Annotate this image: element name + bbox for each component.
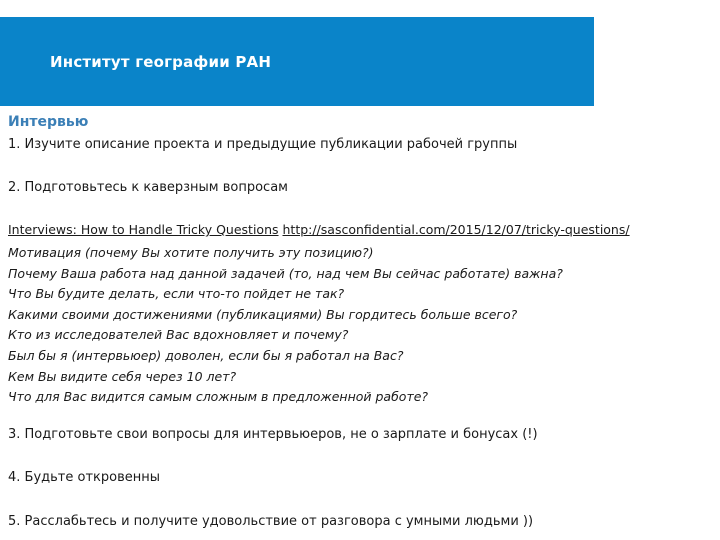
list-item-study-project: 1. Изучите описание проекта и предыдущие публикации рабочей группы xyxy=(8,137,518,152)
list-item-be-honest: 4. Будьте откровенны xyxy=(8,470,161,485)
question-item: Что для Вас видится самым сложным в предложенной работе? xyxy=(8,389,429,405)
list-item-prepare-own-questions: 3. Подготовьте свои вопросы для интервьюеров, не о зарплате и бонусах (!) xyxy=(8,427,538,442)
reference-url-link[interactable]: http://sasconfidential.com/2015/12/07/tricky-questions/ xyxy=(282,222,630,237)
page-title: Институт географии РАН xyxy=(50,53,272,71)
section-title: Интервью xyxy=(8,114,89,130)
reference-line xyxy=(8,222,630,237)
tricky-questions-list xyxy=(8,243,563,408)
reference-title-link[interactable]: Interviews: How to Handle Tricky Questions xyxy=(8,222,279,237)
question-item: Кем Вы видите себя через 10 лет? xyxy=(8,368,237,384)
question-item: Кто из исследователей Вас вдохновляет и почему? xyxy=(8,327,349,343)
question-item: Какими своими достижениями (публикациями) Вы гордитесь больше всего? xyxy=(8,306,518,322)
list-item-relax: 5. Расслабьтесь и получите удовольствие от разговора с умными людьми )) xyxy=(8,514,534,529)
list-item-prepare-tricky-questions: 2. Подготовьтесь к каверзным вопросам xyxy=(8,180,288,195)
question-item: Был бы я (интервьюер) доволен, если бы я работал на Вас? xyxy=(8,347,404,363)
question-item: Почему Ваша работа над данной задачей (то, над чем Вы сейчас работате) важна? xyxy=(8,265,563,281)
question-item: Что Вы будите делать, если что-то пойдет не так? xyxy=(8,286,345,302)
question-item: Мотивация (почему Вы хотите получить эту позицию?) xyxy=(8,245,374,260)
